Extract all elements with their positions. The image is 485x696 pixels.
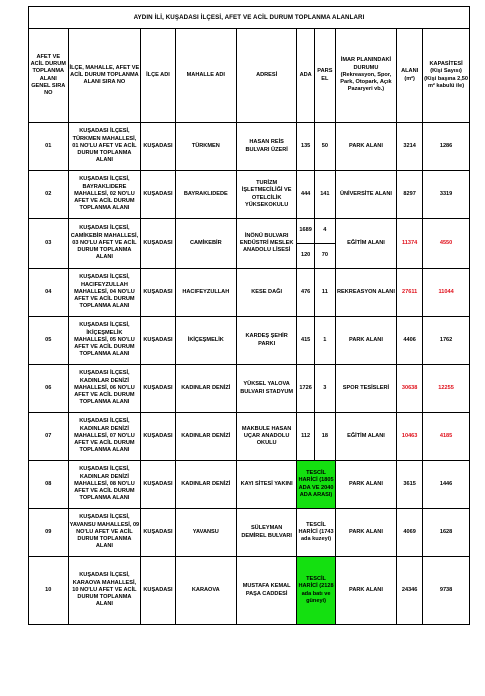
cell-ilce: KUŞADASI xyxy=(141,365,175,413)
cell-ilce: KUŞADASI xyxy=(141,219,175,269)
cell-parsel: 141 xyxy=(314,171,335,219)
document-sheet xyxy=(28,6,470,625)
header-ilce-adi: İLÇE ADI xyxy=(141,29,175,123)
table-row xyxy=(29,269,470,317)
cell-parsel: 1 xyxy=(314,317,335,365)
cell-parsel: 3 xyxy=(314,365,335,413)
header-ada: ADA xyxy=(297,29,315,123)
cell-alan: 4406 xyxy=(397,317,423,365)
cell-tanim: KUŞADASI İLÇESİ, KARAOVA MAHALLESİ, 10 NO'LU AFET VE ACİL DURUM TOPLANMA ALANI xyxy=(68,557,141,625)
cell-tanim: KUŞADASI İLÇESİ, CAMİKEBİR MAHALLESİ, 03 NO'LU AFET VE ACİL DURUM TOPLANMA ALANI xyxy=(68,219,141,269)
cell-sira: 03 xyxy=(29,219,69,269)
cell-parsel-2: 70 xyxy=(314,244,335,269)
cell-ada: 1689 xyxy=(297,219,315,244)
header-kapasitesi-label: KAPASİTESİ xyxy=(429,61,463,68)
cell-imar: PARK ALANI xyxy=(335,509,396,557)
gathering-areas-table xyxy=(28,28,470,625)
cell-adres: TURİZM İŞLETMECİLİĞİ VE OTELCİLİK YÜKSEKOKULU xyxy=(236,171,296,219)
cell-tanim: KUŞADASI İLÇESİ, KADINLAR DENİZİ MAHALLESİ, 06 NO'LU AFET VE ACİL DURUM TOPLANMA ALANI xyxy=(68,365,141,413)
cell-imar: PARK ALANI xyxy=(335,557,396,625)
cell-ilce: KUŞADASI xyxy=(141,413,175,461)
cell-mahalle: YAVANSU xyxy=(175,509,236,557)
cell-ilce: KUŞADASI xyxy=(141,171,175,219)
cell-adres: SÜLEYMAN DEMİREL BULVARI xyxy=(236,509,296,557)
cell-sira: 07 xyxy=(29,413,69,461)
table-row xyxy=(29,509,470,557)
header-kapasitesi-note: (Kişi Sayısı) (Kişi başına 2,50 m² kabulü ile) xyxy=(424,68,468,89)
cell-mahalle: KARAOVA xyxy=(175,557,236,625)
header-alani-unit: (m²) xyxy=(404,75,415,82)
cell-sira: 06 xyxy=(29,365,69,413)
cell-sira: 09 xyxy=(29,509,69,557)
cell-mahalle: HACIFEYZULLAH xyxy=(175,269,236,317)
table-title: AYDIN İLİ, KUŞADASI İLÇESİ, AFET VE ACİL DURUM TOPLANMA ALANLARI xyxy=(28,6,470,28)
cell-kapasite: 9738 xyxy=(423,557,470,625)
header-ilce-mahalle-sira: İLÇE, MAHALLE, AFET VE ACİL DURUM TOPLANMA ALANI SIRA NO xyxy=(68,29,141,123)
cell-ada: 476 xyxy=(297,269,315,317)
header-alani xyxy=(397,29,423,123)
cell-tanim: KUŞADASI İLÇESİ, İKİÇEŞMELİK MAHALLESİ, 05 NO'LU AFET VE ACİL DURUM TOPLANMA ALANI xyxy=(68,317,141,365)
cell-alan: 24346 xyxy=(397,557,423,625)
cell-tanim: KUŞADASI İLÇESİ, BAYRAKLIDERE MAHALLESİ, 02 NO'LU AFET VE ACİL DURUM TOPLANMA ALANI xyxy=(68,171,141,219)
cell-parsel: 4 xyxy=(314,219,335,244)
cell-tescil-harici: TESCİL HARİCİ (1743 ada kuzeyi) xyxy=(297,509,335,557)
cell-tescil-harici: TESCİL HARİCİ (1805 ADA VE 2040 ADA ARASI) xyxy=(297,461,335,509)
table-row xyxy=(29,365,470,413)
cell-imar: PARK ALANI xyxy=(335,317,396,365)
header-imar-durumu: İMAR PLANINDAKİ DURUMU (Rekreasyon, Spor, Park, Otopark, Açık Pazaryeri vb.) xyxy=(335,29,396,123)
cell-imar: ÜNİVERSİTE ALANI xyxy=(335,171,396,219)
table-row xyxy=(29,413,470,461)
cell-alan: 3615 xyxy=(397,461,423,509)
cell-ada: 444 xyxy=(297,171,315,219)
cell-alan: 30638 xyxy=(397,365,423,413)
cell-alan: 4069 xyxy=(397,509,423,557)
table-row xyxy=(29,219,470,244)
cell-ilce: KUŞADASI xyxy=(141,461,175,509)
cell-kapasite: 12255 xyxy=(423,365,470,413)
cell-tanim: KUŞADASI İLÇESİ, HACIFEYZULLAH MAHALLESİ, 04 NO'LU AFET VE ACİL DURUM TOPLANMA ALANI xyxy=(68,269,141,317)
cell-kapasite: 1286 xyxy=(423,123,470,171)
cell-kapasite: 4185 xyxy=(423,413,470,461)
cell-imar: SPOR TESİSLERİ xyxy=(335,365,396,413)
cell-ilce: KUŞADASI xyxy=(141,509,175,557)
cell-ada: 1726 xyxy=(297,365,315,413)
table-row xyxy=(29,171,470,219)
cell-sira: 05 xyxy=(29,317,69,365)
cell-ada: 135 xyxy=(297,123,315,171)
header-adresi: ADRESİ xyxy=(236,29,296,123)
cell-imar: EĞİTİM ALANI xyxy=(335,219,396,269)
cell-tanim: KUŞADASI İLÇESİ, YAVANSU MAHALLESİ, 09 NO'LU AFET VE ACİL DURUM TOPLANMA ALANI xyxy=(68,509,141,557)
cell-parsel: 18 xyxy=(314,413,335,461)
header-alani-label: ALANI xyxy=(401,68,419,75)
cell-sira: 01 xyxy=(29,123,69,171)
cell-mahalle: BAYRAKLIDEDE xyxy=(175,171,236,219)
cell-adres: MAKBULE HASAN UÇAR ANADOLU OKULU xyxy=(236,413,296,461)
cell-imar: EĞİTİM ALANI xyxy=(335,413,396,461)
cell-adres: KARDEŞ ŞEHİR PARKI xyxy=(236,317,296,365)
cell-sira: 02 xyxy=(29,171,69,219)
cell-kapasite: 1446 xyxy=(423,461,470,509)
cell-ada: 112 xyxy=(297,413,315,461)
cell-alan: 11374 xyxy=(397,219,423,269)
cell-adres: KAYI SİTESİ YAKINI xyxy=(236,461,296,509)
cell-sira: 04 xyxy=(29,269,69,317)
cell-alan: 27611 xyxy=(397,269,423,317)
cell-sira: 08 xyxy=(29,461,69,509)
table-row xyxy=(29,557,470,625)
cell-tanim: KUŞADASI İLÇESİ, KADINLAR DENİZİ MAHALLESİ, 08 NO'LU AFET VE ACİL DURUM TOPLANMA ALANI xyxy=(68,461,141,509)
cell-adres: YÜKSEL YALOVA BULVARI STADYUM xyxy=(236,365,296,413)
cell-ada-2: 120 xyxy=(297,244,315,269)
cell-mahalle: KADINLAR DENİZİ xyxy=(175,461,236,509)
cell-kapasite: 1762 xyxy=(423,317,470,365)
header-mahalle-adi: MAHALLE ADI xyxy=(175,29,236,123)
cell-kapasite: 4550 xyxy=(423,219,470,269)
cell-kapasite: 1628 xyxy=(423,509,470,557)
cell-tanim: KUŞADASI İLÇESİ, KADINLAR DENİZİ MAHALLESİ, 07 NO'LU AFET VE ACİL DURUM TOPLANMA ALANI xyxy=(68,413,141,461)
table-row xyxy=(29,461,470,509)
cell-kapasite: 11044 xyxy=(423,269,470,317)
cell-ada: 415 xyxy=(297,317,315,365)
cell-tanim: KUŞADASI İLÇESİ, TÜRKMEN MAHALLESİ, 01 NO'LU AFET VE ACİL DURUM TOPLANMA ALANI xyxy=(68,123,141,171)
cell-mahalle: CAMİKEBİR xyxy=(175,219,236,269)
cell-adres: HASAN REİS BULVARI ÜZERİ xyxy=(236,123,296,171)
header-parsel: PARSEL xyxy=(314,29,335,123)
cell-adres: KESE DAĞI xyxy=(236,269,296,317)
cell-mahalle: KADINLAR DENİZİ xyxy=(175,365,236,413)
table-row xyxy=(29,123,470,171)
cell-kapasite: 3319 xyxy=(423,171,470,219)
cell-alan: 3214 xyxy=(397,123,423,171)
header-genel-sira: AFET VE ACİL DURUM TOPLANMA ALANI GENEL SIRA NO xyxy=(29,29,69,123)
cell-alan: 10463 xyxy=(397,413,423,461)
cell-ilce: KUŞADASI xyxy=(141,557,175,625)
cell-ilce: KUŞADASI xyxy=(141,123,175,171)
cell-imar: REKREASYON ALANI xyxy=(335,269,396,317)
cell-mahalle: İKİÇEŞMELİK xyxy=(175,317,236,365)
cell-sira: 10 xyxy=(29,557,69,625)
cell-imar: PARK ALANI xyxy=(335,123,396,171)
table-row xyxy=(29,317,470,365)
header-kapasitesi xyxy=(423,29,470,123)
cell-adres: MUSTAFA KEMAL PAŞA CADDESİ xyxy=(236,557,296,625)
cell-mahalle: TÜRKMEN xyxy=(175,123,236,171)
cell-mahalle: KADINLAR DENİZİ xyxy=(175,413,236,461)
cell-adres: İNÖNÜ BULVARI ENDÜSTRİ MESLEK ANADOLU LİSESİ xyxy=(236,219,296,269)
cell-tescil-harici: TESCİL HARİCİ (2128 ada batı ve güneyi) xyxy=(297,557,335,625)
cell-parsel: 11 xyxy=(314,269,335,317)
header-row xyxy=(29,29,470,123)
cell-parsel: 50 xyxy=(314,123,335,171)
cell-ilce: KUŞADASI xyxy=(141,317,175,365)
cell-alan: 8297 xyxy=(397,171,423,219)
cell-imar: PARK ALANI xyxy=(335,461,396,509)
cell-ilce: KUŞADASI xyxy=(141,269,175,317)
